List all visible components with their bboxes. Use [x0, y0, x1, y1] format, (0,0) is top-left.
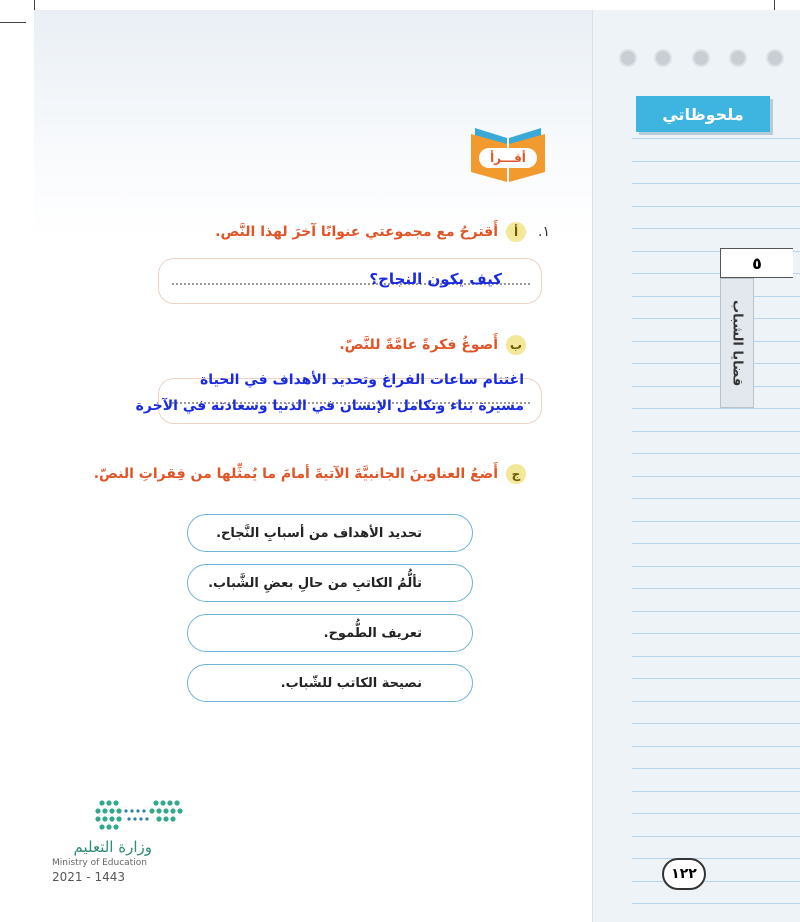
notes-rule-line: [632, 296, 800, 297]
notes-rule-line: [632, 813, 800, 814]
notes-rule-line: [632, 341, 800, 342]
notes-rule-line: [632, 746, 800, 747]
notes-rule-line: [632, 363, 800, 364]
notes-rule-line: [632, 678, 800, 679]
notes-rule-line: [632, 588, 800, 589]
binder-hole: [766, 49, 784, 67]
answer-a: كيف يكون النجاح؟: [369, 270, 502, 288]
letter-b-badge: ب: [506, 335, 526, 355]
notes-rule-line: [632, 791, 800, 792]
notes-rule-line: [632, 228, 800, 229]
ministry-logo: [52, 798, 192, 894]
notes-rule-line: [632, 206, 800, 207]
notes-title: ملحوظاتي: [636, 96, 770, 132]
heading-option[interactable]: تحديد الأهداف من أسبابِ النَّجاح.: [187, 514, 473, 552]
heading-option[interactable]: نصيحة الكاتب للشّباب.: [187, 664, 473, 702]
binder-hole: [729, 49, 747, 67]
notes-rule-line: [632, 183, 800, 184]
question-a-text: أَقترحُ مع مجموعتي عنوانًا آخرَ لهذا النَّص.: [215, 224, 498, 240]
notes-rule-line: [632, 881, 800, 882]
notes-column: [592, 10, 800, 922]
notes-rule-line: [632, 566, 800, 567]
notes-rule-line: [632, 701, 800, 702]
letter-a-badge: أ: [506, 222, 526, 242]
ministry-dots-icon: [52, 798, 192, 832]
answer-b-line2: مسيرة بناء وتكامل الإنسان في الدنيا وسعادته في الآخرة: [135, 398, 524, 414]
exercise-number: .١: [538, 224, 550, 240]
notes-rule-line: [632, 858, 800, 859]
notes-rule-line: [632, 611, 800, 612]
notes-rule-line: [632, 543, 800, 544]
question-c: [94, 464, 526, 484]
notes-rule-line: [632, 138, 800, 139]
binder-hole: [692, 49, 710, 67]
letter-c-badge: ج: [506, 464, 526, 484]
notes-rule-line: [632, 723, 800, 724]
ministry-year: 2021 - 1443: [52, 870, 126, 884]
notes-rule-line: [632, 386, 800, 387]
unit-number: ٥: [720, 248, 793, 278]
notes-rule-line: [632, 431, 800, 432]
notes-rule-line: [632, 453, 800, 454]
binder-hole: [619, 49, 637, 67]
read-badge-label: أقـــرأ: [490, 151, 526, 165]
binder-hole: [654, 49, 672, 67]
crop-mark: [0, 22, 26, 23]
question-b: [339, 335, 526, 355]
question-c-text: أَضعُ العناوينَ الجانبيَّةَ الآتيةَ أمامَ ما يُمثِّلها من فِقراتِ النصّ.: [93, 466, 498, 482]
question-b-text: أَصوغُ فكرةً عامَّةً للنَّصّ.: [339, 337, 498, 353]
notes-rule-line: [632, 836, 800, 837]
unit-title: قضايا الشباب: [720, 278, 754, 408]
notes-rule-line: [632, 476, 800, 477]
notes-rule-line: [632, 768, 800, 769]
notes-rule-line: [632, 318, 800, 319]
heading-option[interactable]: تألُّمُ الكاتبِ من حالِ بعضِ الشَّباب.: [187, 564, 473, 602]
notes-rule-line: [632, 656, 800, 657]
heading-option[interactable]: تعريف الطُّموح.: [187, 614, 473, 652]
notes-rule-line: [632, 633, 800, 634]
notes-rule-line: [632, 903, 800, 904]
ministry-name-ar: وزارة التعليم: [73, 838, 152, 856]
ministry-name-en: Ministry of Education: [52, 858, 147, 868]
notes-rule-line: [632, 161, 800, 162]
notes-rule-line: [632, 521, 800, 522]
answer-b-line1: اغتنام ساعات الفراغ وتحديد الأهداف في الحياة: [200, 372, 524, 388]
question-a: [215, 222, 526, 242]
notes-rule-line: [632, 408, 800, 409]
page-number: ١٢٢: [662, 858, 706, 890]
notes-rule-line: [632, 498, 800, 499]
read-book-icon: [467, 118, 549, 186]
